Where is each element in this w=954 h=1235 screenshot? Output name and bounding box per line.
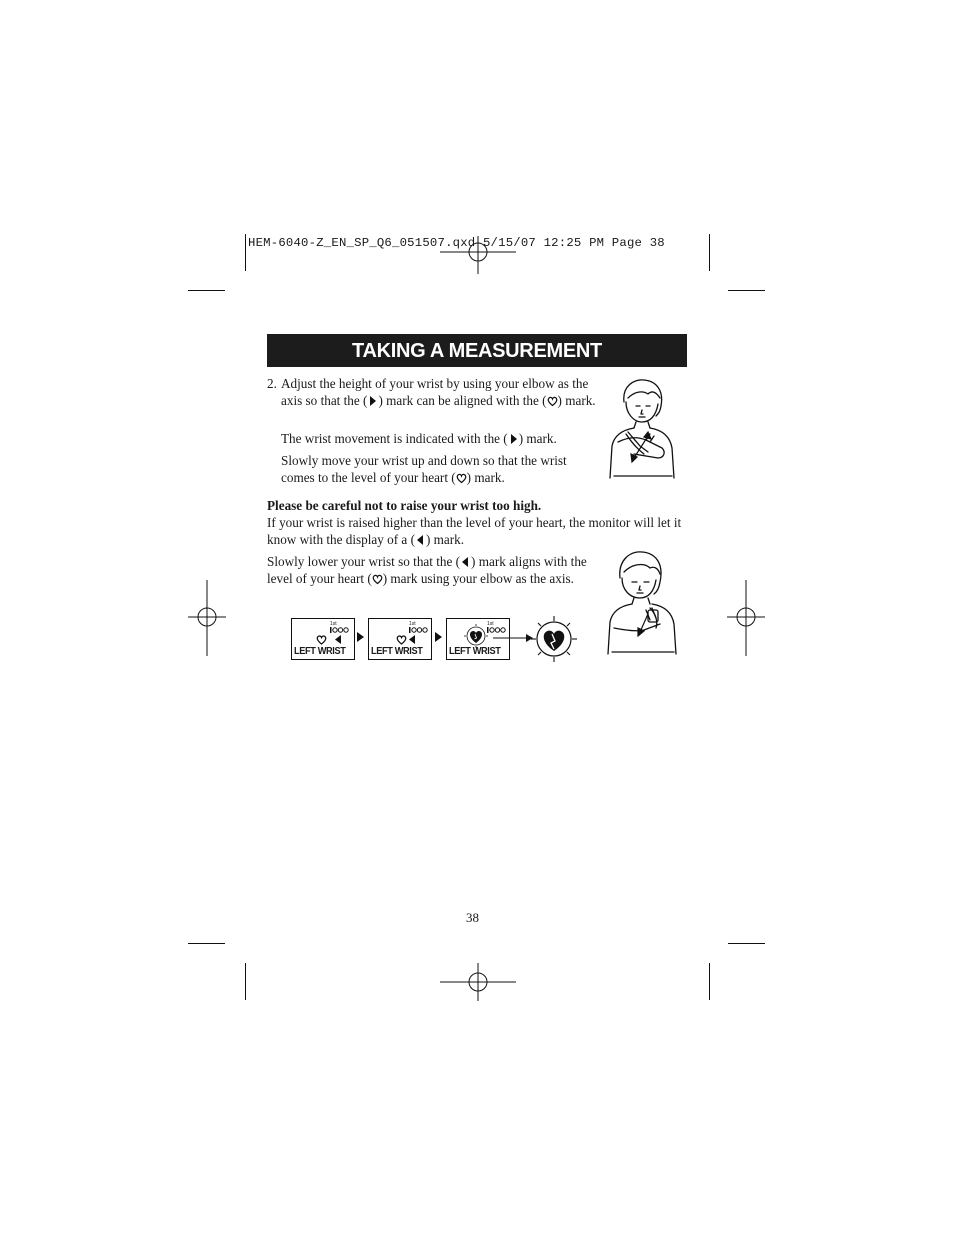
registration-mark-bottom [440,963,516,1001]
registration-mark-right [727,580,765,656]
lcd-dots-icon [409,627,429,633]
slowly-move-text-b: ) mark. [466,470,505,485]
crop-mark [188,290,225,291]
crop-mark [728,943,765,944]
left-triangle-icon [415,534,426,546]
lcd-label: LEFT WRIST [294,646,346,657]
registration-mark-left [188,580,226,656]
right-triangle-icon [367,395,378,407]
heart-icon [547,395,558,407]
paragraph-wrist-movement [281,430,599,447]
lcd-memory-label: 1st [330,621,337,627]
heart-icon [456,472,467,484]
caution-heading: Please be careful not to raise your wrist too high. [267,498,542,513]
arrow-right-icon [434,631,443,643]
paragraph-slowly-move [281,452,599,486]
step-text-a: Adjust the height of your wrist by using your elbow as the axis so that the ( [281,376,589,408]
file-slug: HEM-6040-Z_EN_SP_Q6_051507.qxd 5/15/07 12:25 PM Page 38 [248,236,665,250]
paragraph-too-high [267,514,685,548]
crop-mark [245,963,246,1000]
heart-icon [396,634,407,645]
too-high-text-b: ) mark. [425,532,465,547]
lower-text-a: Slowly lower your wrist so that the ( [267,554,461,569]
right-triangle-icon [508,433,519,445]
movement-text-b: ) mark. [518,431,557,446]
page-number: 38 [466,910,479,925]
crop-mark [709,963,710,1000]
step-text-c: ) mark. [557,393,596,408]
arrow-right-icon [493,633,533,643]
too-high-text-a: If your wrist is raised higher than the level of your heart, the monitor will let it know with the display of a ( [267,515,682,547]
flashing-heart-icon [463,624,489,648]
step-text-b: ) mark can be aligned with the ( [378,393,547,408]
step-instruction [281,375,599,409]
lcd-label: LEFT WRIST [449,646,501,657]
heart-icon [372,573,383,585]
left-triangle-icon [460,556,471,568]
illustration-wrist-lowered [604,548,680,656]
slowly-move-text-a: Slowly move your wrist up and down so that the wrist comes to the level of your heart ( [281,453,567,485]
movement-text-a: The wrist movement is indicated with the ( [281,431,508,446]
crop-mark [188,943,225,944]
lower-text-b: ) mark aligns with the level of your heart ( [267,554,587,586]
illustration-wrist-at-heart [604,376,680,480]
step-number: 2. [267,376,277,391]
paragraph-lower-wrist [267,553,593,587]
heart-icon [316,634,327,645]
crop-mark [728,290,765,291]
left-triangle-icon [333,634,343,645]
arrow-right-icon [356,631,365,643]
crop-mark [245,234,246,271]
lcd-label: LEFT WRIST [371,646,423,657]
lower-text-c: ) mark using your elbow as the axis. [382,571,574,586]
lcd-dots-icon [330,627,350,633]
lcd-display-2 [368,618,432,660]
left-triangle-icon [407,634,417,645]
section-title: TAKING A MEASUREMENT [267,334,687,367]
heart-zoom-icon [531,616,577,662]
lcd-memory-label: 1st [487,621,494,627]
lcd-memory-label: 1st [409,621,416,627]
lcd-display-1 [291,618,355,660]
crop-mark [709,234,710,271]
